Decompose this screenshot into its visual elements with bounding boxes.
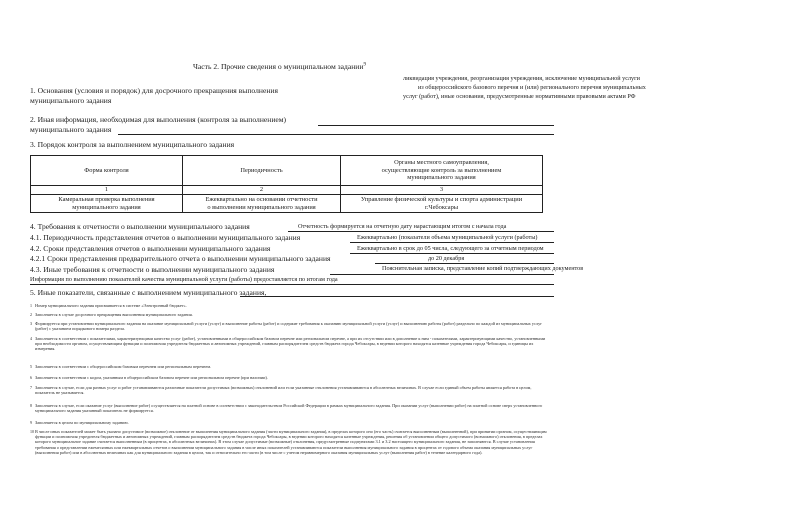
control-period-cell xyxy=(183,195,341,213)
footnote xyxy=(30,336,550,352)
cell-line: г.Чебоксары xyxy=(424,203,459,211)
section4-underline xyxy=(288,231,554,232)
section1-value-line1: ликвидация учреждения, реорганизация учреждения, исключение муниципальной услуги xyxy=(403,75,640,82)
section1-label: 1. Основания (условия и порядок) для досрочного прекращения выполнения xyxy=(30,86,278,95)
footnote-mark: 7 xyxy=(30,385,32,390)
footnote xyxy=(30,303,550,308)
footnote-mark: 1 xyxy=(30,303,32,308)
section2-underline-2 xyxy=(118,134,554,135)
info-line: Информация по выполнению показателей качества муниципальной услуги (работы) предоставляется по итогам года xyxy=(30,276,338,283)
footnote xyxy=(30,420,550,425)
footnote xyxy=(30,375,550,380)
cell-line: о выполнении муниципального задания xyxy=(207,203,316,211)
control-table-number-row xyxy=(31,186,543,195)
footnote-text: Номер муниципального задания присваивается в системе «Электронный бюджет». xyxy=(35,303,187,308)
footnote-text: Заполняется в соответствии с кодом, указанным в общероссийском базовом перечне или региональном перечне (при наличии). xyxy=(35,375,268,380)
item421-underline xyxy=(375,263,554,264)
section2-label-cont: муниципального задания xyxy=(30,125,112,134)
footnote-mark: 4 xyxy=(30,336,32,341)
item421-label: 4.2.1 Сроки представления предварительного отчета о выполнении муниципального задания xyxy=(30,254,331,263)
authority-header-line: муниципального задания xyxy=(407,174,476,182)
item42-label: 4.2. Сроки представления отчетов о выполнении муниципального задания xyxy=(30,244,271,253)
authority-header-line: осуществляющие контроль за выполнением xyxy=(381,166,502,174)
control-form-cell xyxy=(31,195,183,213)
control-table-row xyxy=(31,195,543,213)
footnote-text: В числе иных показателей может быть указано допустимое (возможное) отклонение от выполнения муниципального задания (части муниципального задания), в пределах которого оно (его часть) считается выполненным (выполненной), при принятии органом, осуществляющим функции и полномочия учредителя бюджетных и автономных учреждений, главным распорядителем средств бюджета города Чебоксары, в ведении которого находятся казенные учреждения, решения об установлении общего допустимого (возможного) отклонения, в пределах которого муниципальное задание считается выполненным (в процентах, в абсолютных величинах). В этом случае допустимые (возможные) отклонения, предусмотренные подпунктами 3.1 и 3.2 настоящего муниципального задания, не заполняются. В случае установления требования о представлении ежемесячных или ежеквартальных отчетов о выполнении муниципального задания в числе иных показателей устанавливаются показатели выполнения муниципального задания в процентах от годового объема оказания муниципальных услуг (выполнения работ) или в абсолютных величинах как для муниципального задания в целом, так и относительно его части (в том числе с учетом неравномерного оказания муниципальных услуг (выполнения работ) в течение календарного года). xyxy=(35,429,547,455)
footnote-text: Заполняется в случае, если оказание услуг (выполнение работ) осуществляется на платной основе в соответствии с законодательством Российской Федерации в рамках муниципального задания. При оказании услуг (выполнении работ) на платной основе сверх установленного муниципального задания указанный показатель не формируется. xyxy=(35,403,543,414)
column-number: 2 xyxy=(183,186,341,195)
footnote-mark: 9 xyxy=(30,420,32,425)
page-title: Часть 2. Прочие сведения о муниципальном задании$^9$ xyxy=(193,62,366,71)
section3-label: 3. Порядок контроля за выполнением муниципального задания xyxy=(30,140,235,149)
control-table-header-authority xyxy=(341,156,543,186)
item42-value: Ежеквартально в срок до 05 числа, следующего за отчетным периодом xyxy=(357,245,544,252)
footnote xyxy=(30,312,550,317)
section5-label: 5. Иные показатели, связанные с выполнением муниципального задания, xyxy=(30,288,267,297)
section2-label: 2. Иная информация, необходимая для выполнения (контроля за выполнением) xyxy=(30,115,287,124)
section2-underline xyxy=(318,125,554,126)
control-authority-cell xyxy=(341,195,543,213)
control-table-header-form: Форма контроля xyxy=(31,156,183,186)
footnote xyxy=(30,403,550,413)
section4-value: Отчетность формируется на отчетную дату нарастающим итогом с начала года xyxy=(298,223,507,230)
footnote-text: Заполняется в соответствии с общероссийским базовым перечнем или региональным перечнем. xyxy=(35,364,212,369)
footnote-text: Заполняется в случае, если для разных услуг и работ устанавливаются различные показатели допустимых (возможных) отклонений или если указанные отклонения устанавливаются в абсолютных величинах. В случае если единый объем работы является работа в целом, показатель не указывается. xyxy=(35,385,532,396)
footnote-text: Формируется при установлении муниципального задания на оказание муниципальной услуги (услуг) и выполнение работы (работ) и содержит требования к оказанию муниципальной услуги (услуг) и выполнению работы (работ) раздельно по каждой из муниципальных услуг (работ) с указанием порядкового номера раздела. xyxy=(35,321,542,332)
footnote-mark: 5 xyxy=(30,364,32,369)
section1-value-line2: из общероссийского базового перечня и (или) регионального перечня муниципальных xyxy=(418,84,646,91)
footnote-text: Заполняется в случае досрочного прекращения выполнения муниципального задания. xyxy=(35,312,193,317)
footnote-text: Заполняется в целом по муниципальному заданию. xyxy=(35,420,129,425)
title-footnote-mark: 9 xyxy=(363,62,366,68)
footnote-mark: 3 xyxy=(30,321,32,326)
cell-line: муниципального задания xyxy=(72,203,141,211)
column-number: 3 xyxy=(341,186,543,195)
item41-label: 4.1. Периодичность представления отчетов о выполнении муниципального задания xyxy=(30,233,301,242)
footnote-text: Заполняется в соответствии с показателями, характеризующими качество услуг (работ), установленными в общероссийском базовом перечне или региональном перечне, а при их отсутствии или в дополнение к ним - показателями, характеризующими качество, установленными при необходимости органом, осуществляющим функции и полномочия учредителя бюджетных и автономных учреждений, главным распорядителем средств бюджета города Чебоксары, в ведении которого находятся казенные учреждения города Чебоксары, и единицы их измерения. xyxy=(35,336,546,352)
control-table-header-row xyxy=(31,156,543,186)
control-table xyxy=(30,155,543,213)
authority-header-line: Органы местного самоуправления, xyxy=(394,159,489,167)
footnote xyxy=(30,385,550,395)
footnote-mark: 6 xyxy=(30,375,32,380)
footnote xyxy=(30,364,550,369)
section1-value-line3: услуг (работ), иные основания, предусмотренные нормативными правовыми актами РФ xyxy=(403,93,636,100)
cell-line: Ежеквартально на основании отчетности xyxy=(205,196,318,204)
item41-value: Ежеквартально (показатели объема муниципальной услуги (работы) xyxy=(357,234,538,241)
info-underline xyxy=(30,284,554,285)
cell-line: Камеральная проверка выполнения xyxy=(58,196,155,204)
item42-underline xyxy=(350,253,554,254)
cell-line: Управление физической культуры и спорта администрации xyxy=(360,196,523,204)
item43-value: Пояснительная записка, представление копий подтверждающих документов xyxy=(382,265,584,272)
item41-underline xyxy=(350,242,554,243)
item43-underline xyxy=(330,274,554,275)
footnote xyxy=(30,429,550,455)
column-number: 1 xyxy=(31,186,183,195)
footnote-mark: 8 xyxy=(30,403,32,408)
footnote-mark: 2 xyxy=(30,312,32,317)
item421-value: до 20 декабря xyxy=(428,255,465,262)
section1-label-cont: муниципального задания xyxy=(30,96,112,105)
control-table-header-period: Периодичность xyxy=(183,156,341,186)
item43-label: 4.3. Иные требования к отчетности о выполнении муниципального задания xyxy=(30,265,275,274)
section4-label: 4. Требования к отчетности о выполнении муниципального задания xyxy=(30,222,250,231)
footnote xyxy=(30,321,550,331)
footnote-mark: 10 xyxy=(30,429,34,434)
section5-underline xyxy=(240,296,554,297)
